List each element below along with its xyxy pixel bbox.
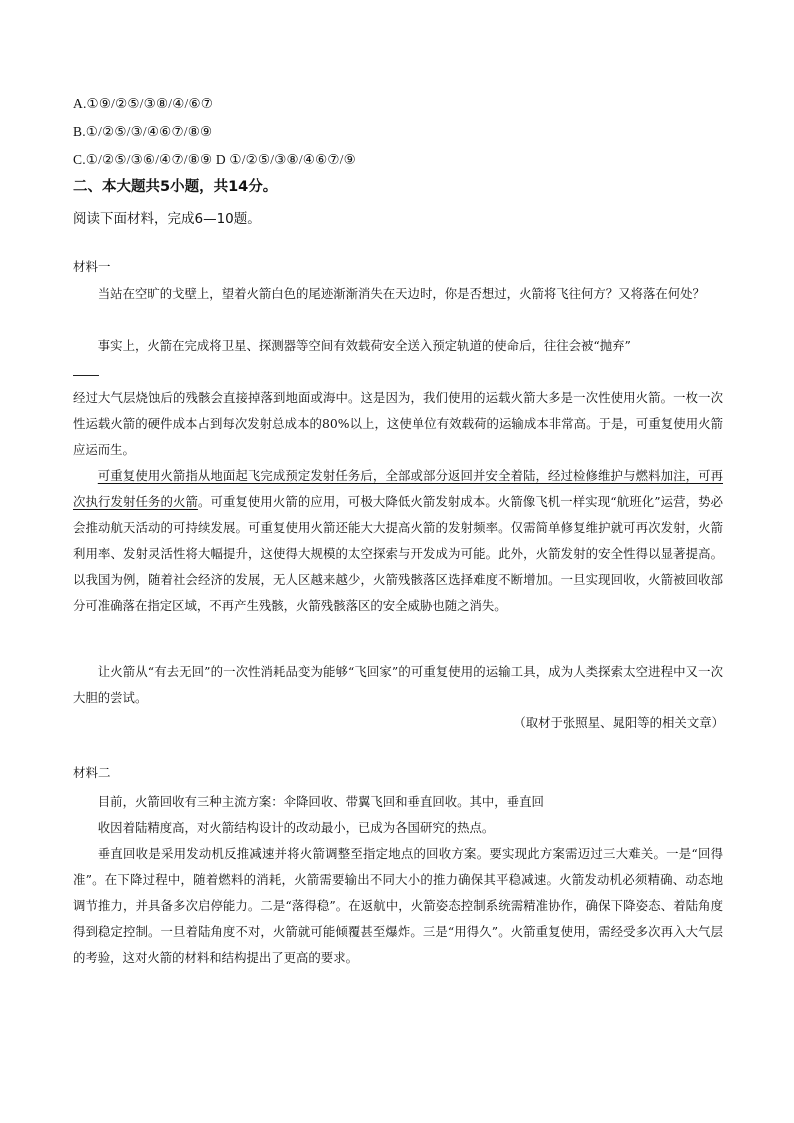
option-c-d: C.①/②⑤/③⑥/④⑦/⑧⑨ D ①/②⑤/③⑧/④⑥⑦/⑨ <box>73 152 356 167</box>
material-one-paragraph-5: 让火箭从“有去无回”的一次性消耗品变为能够“飞回家”的可重复使用的运输工具，成为人类探索太空进程中又一次大胆的尝试。 <box>73 664 723 705</box>
material-one-paragraph-1: 当站在空旷的戈壁上，望着火箭白色的尾迹渐渐消失在天边时，你是否想过，火箭将飞往何方？又将落在何处？ <box>97 286 705 301</box>
material-one-paragraph-2: 事实上，火箭在完成将卫星、探测器等空间有效载荷安全送入预定轨道的使命后，往往会被“抛弃” <box>97 338 631 353</box>
section-instruction: 阅读下面材料，完成6—10题。 <box>73 211 261 227</box>
option-b: B.①/②⑤/③/④⑥⑦/⑧⑨ <box>73 124 213 139</box>
source-citation: （取材于张照星、晁阳等的相关文章） <box>513 715 724 730</box>
paragraph-4-rest: 。可重复使用火箭的应用，可极大降低火箭发射成本。火箭像飞机一样实现“航班化”运营，势必会推动航天活动的可持续发展。可重复使用火箭还能大大提高火箭的发射频率。仅需简单修复维护就可再次发射，火箭利用率、发射灵活性将大幅提升，这使得大规模的太空探索与开发成为可能。此外，火箭发射的安全性得以显著提高。以我国为例，随着社会经济的发展，无人区越来越少，火箭残骸落区选择难度不断增加。一旦实现回收，火箭被回收部分可准确落在指定区域，不再产生残骸，火箭残骸落区的安全威胁也随之消失。 <box>73 494 724 613</box>
material-one-paragraph-4 <box>73 463 723 619</box>
section-heading: 二、本大题共5小题，共14分。 <box>73 179 278 195</box>
material-two-label: 材料二 <box>73 765 111 780</box>
option-a: A.①⑨/②⑤/③⑧/④/⑥⑦ <box>73 96 214 111</box>
material-one-paragraph-3: 经过大气层烧蚀后的残骸会直接掉落到地面或海中。这是因为，我们使用的运载火箭大多是一次性使用火箭。一枚一次性运载火箭的硬件成本占到每次发射总成本的80%以上，这使单位有效载荷的运输成本非常高。于是，可重复使用火箭应运而生。 <box>73 390 723 457</box>
material-two-paragraph-1a: 目前，火箭回收有三种主流方案：伞降回收、带翼飞回和垂直回收。其中，垂直回 <box>97 794 544 809</box>
material-one-label: 材料一 <box>73 259 111 274</box>
material-two-paragraph-1b: 收因着陆精度高，对火箭结构设计的改动最小，已成为各国研究的热点。 <box>97 820 495 835</box>
material-two-paragraph-2: 垂直回收是采用发动机反推减速并将火箭调整至指定地点的回收方案。要实现此方案需迈过三大难关。一是“回得准”。在下降过程中，随着燃料的消耗，火箭需要输出不同大小的推力确保其平稳减速。火箭发动机必须精确、动态地调节推力，并具备多次启停能力。二是“落得稳”。在返航中，火箭姿态控制系统需精准协作，确保下降姿态、着陆角度得到稳定控制。一旦着陆角度不对，火箭就可能倾覆甚至爆炸。三是“用得久”。火箭重复使用，需经受多次再入大气层的考验，这对火箭的材料和结构提出了更高的要求。 <box>73 846 723 965</box>
underlined-definition: 可重复使用火箭指从地面起飞完成预定发射任务后，全部或部分返回并安全着陆，经过检修维护与燃料加注，可再次执行发射任务的火箭 <box>73 468 723 509</box>
dash-rule <box>73 375 99 376</box>
